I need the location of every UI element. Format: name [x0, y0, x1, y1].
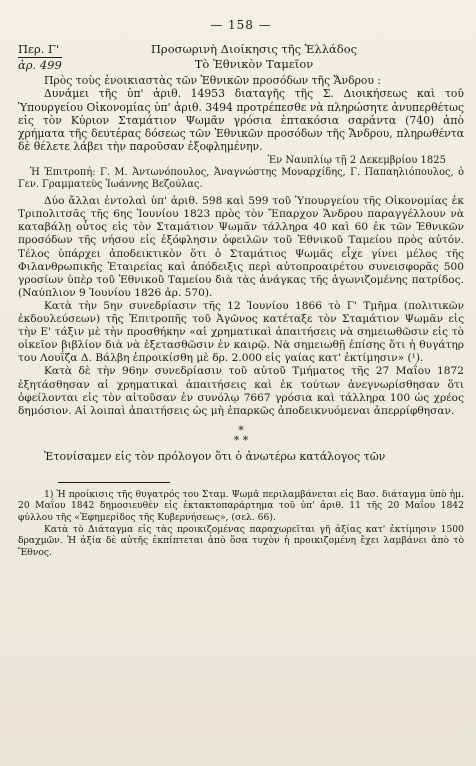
- star-top: *: [238, 423, 244, 437]
- star-bottom: * *: [233, 433, 249, 447]
- body-paragraph-1: Δύο ἄλλαι ἐντολαὶ ὑπ' ἀριθ. 598 καὶ 599 τοῦ Ὑπουργείου τῆς Οἰκονομίας ἐκ Τριπολιτσᾶς τῆς 6ης Ἰουνίου 1823 πρὸς τὸν Ἔπαρχον Ἄνδρου παραγγέλλουν νὰ καταβάλῃ οὗτος εἰς τὸν Σταμάτιον Ψωμᾶν τάλληρα 40 καὶ 60 ἐκ τῶν Ἐθνικῶν προσόδων τῆς νήσου εἰς ἐξόφλησιν ὀφειλῶν τοῦ Ἐθνικοῦ Ταμείου πρὸς αὐτόν. Τέλος ὑπάρχει ἀποδεικτικὸν ὅτι ὁ Σταμάτιος Ψωμᾶς εἶχε γίνει μέλος τῆς Φιλανθρωπικῆς Ἑταιρείας καὶ ἀπόδειξις περὶ αὐτοπροαιρέτου συνεισφορᾶς 500 γροσίων ὑπὲρ τοῦ Ἐθνικοῦ Ταμείου διὰ τὰς ἀνάγκας τῆς ἀγωνιζομένης πατρίδος. (Ναύπλιον 9 Ἰουνίου 1826 ἀρ. 570).: [18, 195, 464, 299]
- title-treasury: Τὸ Ἐθνικὸν Ταμεῖον: [194, 57, 314, 71]
- body-paragraph-2: Κατὰ τὴν 5ην συνεδρίασιν τῆς 12 Ἰουνίου 1866 τὸ Γ' Τμῆμα (πολιτικῶν ἐκδουλεύσεων) τῆς Ἐπιτροπῆς τοῦ Ἀγῶνος κατέταξε τὸν Σταμάτιον Ψωμᾶν εἰς τὴν Ε' τάξιν μὲ τὴν προσθήκην «αἱ χρηματικαὶ ἀπαιτήσεις νὰ σημειωθῶσιν εἰς τὸ οἰκεῖον βιβλίον διὰ νὰ ἐξετασθῶσιν ἐν καιρῷ. Νὰ σημειωθῇ ἐπίσης ὅτι ἡ θυγάτηρ του Λουΐζα Δ. Βάλβη ἐπροικίσθη μὲ δρ. 2.000 εἰς γαίας κατ' ἐκτίμησιν» (¹).: [18, 299, 464, 365]
- closing-paragraph: Ἐτονίσαμεν εἰς τὸν πρόλογον ὅτι ὁ ἀνωτέρω κατάλογος τῶν: [44, 449, 386, 463]
- body-paragraph-3: Κατὰ δὲ τὴν 96ην συνεδρίασιν τοῦ αὐτοῦ Τμήματος τῆς 27 Μαΐου 1872 ἐξητάσθησαν αἱ χρηματικαὶ ἀπαιτήσεις καὶ ἐκ τούτων ἀνεγνωρίσθησαν ὅτι ὀφείλονται εἰς τὸν αἰτοῦσαν ἐν συνόλῳ 7667 γρόσια καὶ τάλληρα 100 ὡς χρέος δημόσιον. Αἱ λοιπαὶ ἀπαιτήσεις ὡς μὴ ἐπαρκῶς ἀποδεικνυόμεναι ἀπερρίφθησαν.: [18, 365, 464, 417]
- page-number: — 158 —: [210, 18, 272, 32]
- footnote-1: 1) Ἡ προίκισις τῆς θυγατρός του Σταμ. Ψωμᾶ περιλαμβάνεται εἰς Βασ. διάταγμα ὑπὸ ἡμ. 20 Μαΐου 1842 δημοσιευθὲν εἰς ἐκτακτοπαράρτημα τοῦ ὑπ' ἀριθ. 11 τῆς 20 Μαΐου 1842 φύλλου τῆς «Ἐφημερίδος τῆς Κυβερνήσεως», (σελ. 66).: [18, 488, 464, 523]
- reference-number: ἀρ. 499: [18, 58, 62, 72]
- document-titles: [18, 42, 464, 72]
- title-government: Προσωρινὴ Διοίκησις τῆς Ἑλλάδος: [150, 42, 358, 56]
- reference-label: [18, 42, 62, 73]
- section-separator: [18, 423, 464, 447]
- document-header: [18, 42, 464, 74]
- intro-line: Πρὸς τοὺς ἐνοικιαστὰς τῶν Ἐθνικῶν προσόδων τῆς Ἄνδρου :: [44, 74, 382, 87]
- footnote-2: Κατὰ τὸ Διάταγμα εἰς τὰς προικιζομένας παραχωρεῖται γῆ ἀξίας κατ' ἐκτίμησιν 1500 δραχμῶν. Ἡ ἀξία δὲ αὐτῆς ἐκπίπτεται ἀπὸ ὅσα τυχὸν ἡ προικιζομένη ἔχει λαμβάνει ἀπὸ τὸ Ἔθνος.: [18, 523, 464, 558]
- date-place: Ἐν Ναυπλίῳ τῇ 2 Δεκεμβρίου 1825: [267, 154, 446, 166]
- decree-paragraph: Δυνάμει τῆς ὑπ' ἀριθ. 14953 διαταγῆς τῆς Σ. Διοικήσεως καὶ τοῦ Ὑπουργείου Οἰκονομίας ὑπ' ἀριθ. 3494 προτρέπεσθε νὰ πληρώσητε ἀνυπερθέτως εἰς τὸν Κύριον Σταμάτιον Ψωμᾶν γρόσια ἑπτακόσια σαράντα (740) ἀπὸ χρήματα τῆς δευτέρας δόσεως τῶν Ἐθνικῶν προσόδων τῆς Ἄνδρου, πληρωθέντα δὲ θέλετε λάβει τὴν παροῦσαν ἐξοφλημένην.: [18, 87, 464, 154]
- reference-period: Περ. Γ': [18, 42, 60, 56]
- footnote-rule: [58, 482, 170, 483]
- signatories: Ἡ Ἐπιτροπή: Γ. Μ. Ἀντωνόπουλος, Ἀναγνώστης Μοναρχίδης, Γ. Παπαηλιόπουλος, ὁ Γεν. Γραμματεὺς Ἰωάννης Βεζούλας.: [18, 166, 464, 190]
